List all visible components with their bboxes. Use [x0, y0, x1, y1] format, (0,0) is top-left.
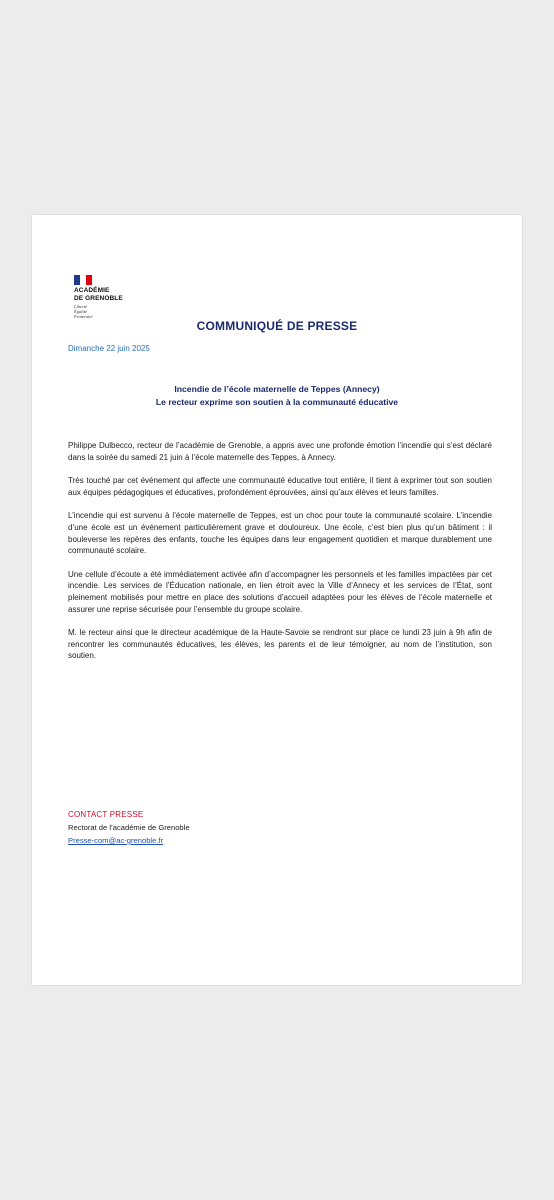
logo-line-2: DE GRENOBLE	[74, 294, 123, 302]
marianne-flag-icon	[74, 275, 92, 285]
paragraph-4: Une cellule d’écoute a été immédiatement activée afin d’accompagner les personnels et les familles impactées par cet incendie. Les services de l’Éducation nationale, en lien étroit avec la Ville d’Annecy et les services de l’État, sont pleinement mobilisés pour mettre en place des solutions d’accueil adaptées pour les élèves de l’école maternelle et assurer une reprise sécurisée pour l’ensemble du groupe scolaire.	[68, 569, 492, 614]
contact-block	[68, 808, 190, 847]
contact-organization: Rectorat de l’académie de Grenoble	[68, 823, 190, 832]
paragraph-5: M. le recteur ainsi que le directeur académique de la Haute-Savoie se rendront sur place ce lundi 23 juin à 9h afin de rencontrer les communautés éducatives, les élèves, les parents et de leur témoigner, au nom de l’institution, son soutien.	[68, 628, 492, 661]
headline-line-1: Incendie de l’école maternelle de Teppes (Annecy)	[174, 384, 380, 394]
motto-fraternite: Fraternité	[74, 314, 93, 319]
contact-email-link[interactable]: Presse-com@ac-grenoble.fr	[68, 836, 164, 845]
page-title: COMMUNIQUÉ DE PRESSE	[196, 319, 358, 333]
release-date: Dimanche 22 juin 2025	[68, 344, 150, 353]
academie-logo	[74, 275, 123, 319]
body-text	[68, 440, 492, 674]
logo-motto	[74, 304, 123, 319]
paragraph-3: L’incendie qui est survenu à l’école maternelle de Teppes, est un choc pour toute la communauté scolaire. L’incendie d’une école est un événement particulièrement grave et douloureux. Une école, c’est bien plus qu’un bâtiment : il bouleverse les repères des enfants, touche les équipes dans leur engagement quotidien et marque durablement une communauté scolaire.	[68, 511, 492, 556]
motto-egalite: Égalité	[74, 309, 87, 314]
headline-line-2: Le recteur exprime son soutien à la communauté éducative	[155, 396, 399, 407]
press-release-page	[32, 215, 522, 985]
headline	[32, 383, 522, 408]
contact-title: CONTACT PRESSE	[68, 810, 144, 819]
paragraph-2: Très touché par cet événement qui affecte une communauté éducative tout entière, il tient à exprimer tout son soutien aux équipes pédagogiques et éducatives, profondément éprouvées, ainsi qu’aux élèves et leurs familles.	[68, 476, 492, 497]
paragraph-1: Philippe Dulbecco, recteur de l’académie de Grenoble, a appris avec une profonde émotion l’incendie qui s’est déclaré dans la soirée du samedi 21 juin à l’école maternelle des Teppes, à Annecy.	[68, 441, 492, 462]
logo-line-1: ACADÉMIE	[74, 287, 110, 294]
motto-liberte: Liberté	[74, 304, 87, 309]
